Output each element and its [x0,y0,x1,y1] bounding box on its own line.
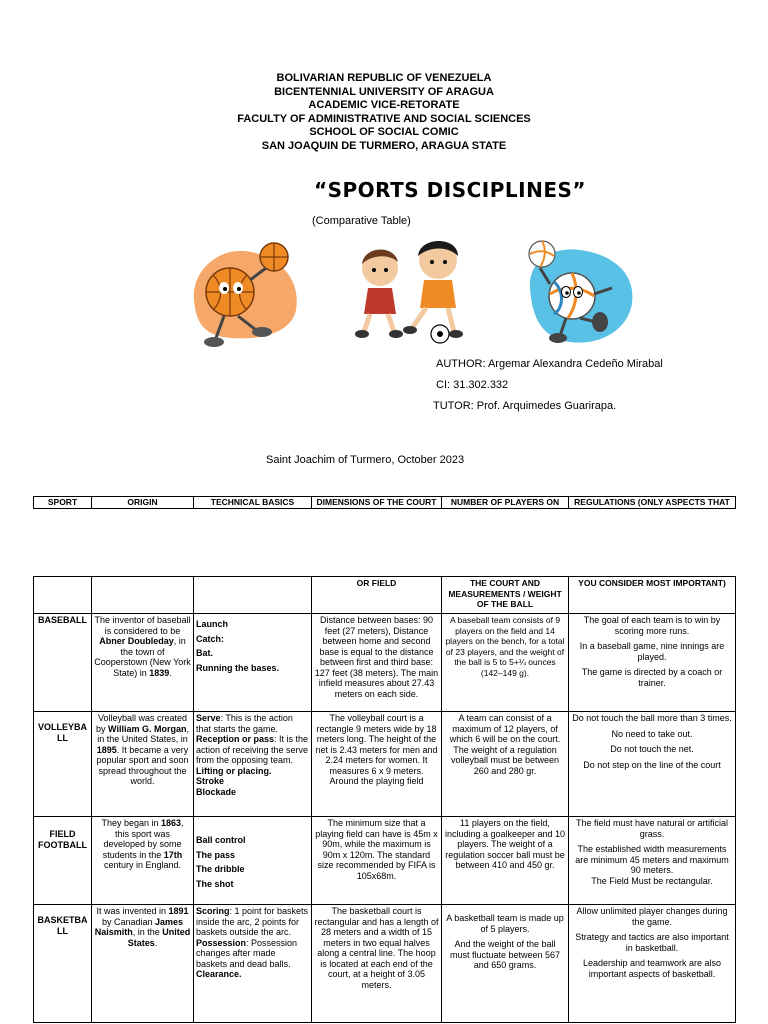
table-row [34,614,736,712]
players-cell: A team can consist of a maximum of 12 players, of which 6 will be on the court. The weight of a regulation volleyball must be between 260 and 280 gr. [442,712,569,817]
origin-cell: They began in 1863, this sport was developed by some students in the 17th century in England. [92,817,194,905]
header-line: ACADEMIC VICE-RETORATE [308,99,460,112]
technical-cell: Scoring: 1 point for baskets inside the arc, 2 points for baskets outside the arc. Possession: Possession changes after made baskets and dead balls. Clearance. [194,905,312,1023]
header-dimensions-cont: OR FIELD [312,577,442,614]
header-players-cont: THE COURT AND MEASUREMENTS / WEIGHT OF THE BALL [442,577,569,614]
header-origin: ORIGIN [92,497,194,509]
basketball-illustration [186,240,306,352]
table-row [34,817,736,905]
technical-cell: Ball control The pass The dribble The shot [194,817,312,905]
dimensions-cell: The basketball court is rectangular and has a length of 28 meters and a width of 15 meters in two equal halves along a central line. The hoop is located at each end of the court, at a height of 3.05 meters. [312,905,442,1023]
tutor-line: TUTOR: Prof. Arquimedes Guarirapa. [433,400,617,412]
regulations-cell: Do not touch the ball more than 3 times. No need to take out. Do not touch the net. Do not step on the line of the court [569,712,736,817]
comparative-table-header [33,496,736,509]
regulations-cell: Allow unlimited player changes during the game. Strategy and tactics are also important in basketball. Leadership and teamwork are also important aspects of basketball. [569,905,736,1023]
header-line: SAN JOAQUIN DE TURMERO, ARAGUA STATE [261,139,507,152]
regulations-cell: The goal of each team is to win by scoring more runs. In a baseball game, nine innings are played. The game is directed by a coach or trainer. [569,614,736,712]
comparative-table [33,576,736,1023]
table-row [34,905,736,1023]
document-title: “SPORTS DISCIPLINES” [313,178,587,202]
place-date: Saint Joachim of Turmero, October 2023 [266,454,465,466]
sport-name: VOLLEYBALL [34,712,92,817]
header-line: FACULTY OF ADMINISTRATIVE AND SOCIAL SCIENCES [237,112,531,125]
document-subtitle: (Comparative Table) [312,215,411,227]
header-sport: SPORT [34,497,92,509]
header-line: BICENTENNIAL UNIVERSITY OF ARAGUA [274,85,494,98]
kids-soccer-illustration [350,236,470,348]
origin-cell: Volleyball was created by William G. Morgan, in the United States, in 1895. It became a very popular sport and soon spread throughout the world. [92,712,194,817]
header-technical: TECHNICAL BASICS [194,497,312,509]
sport-name: BASKETBALL [34,905,92,1023]
institution-header [0,72,768,154]
technical-cell: Launch Catch: Bat. Running the bases. [194,614,312,712]
header-players: NUMBER OF PLAYERS ON [442,497,569,509]
regulations-cell: The field must have natural or artificial grass. The established width measurements are minimum 45 meters and maximum 90 meters. The Field Must be rectangular. [569,817,736,905]
dimensions-cell: The minimum size that a playing field can have is 45m x 90m, while the maximum is 90m x 120m. The standard size recommended by FIFA is 105x68m. [312,817,442,905]
header-line: SCHOOL OF SOCIAL COMIC [309,126,459,139]
origin-cell: It was invented in 1891 by Canadian James Naismith, in the United States. [92,905,194,1023]
technical-cell: Serve: This is the action that starts the game. Reception or pass: It is the action of receiving the serve from the opposing team. Lifting or placing. Stroke Blockade [194,712,312,817]
header-regulations: REGULATIONS (ONLY ASPECTS THAT [569,497,736,509]
players-cell: 11 players on the field, including a goalkeeper and 10 players. The weight of a regulation soccer ball must be between 410 and 450 gr. [442,817,569,905]
origin-cell: The inventor of baseball is considered to be Abner Doubleday, in the town of Cooperstown (New York State) in 1839. [92,614,194,712]
players-cell: A baseball team consists of 9 players on the field and 14 players on the bench, for a total of 23 players, and the weight of the ball is 5 to 5+¼ ounces (142–149 g). [442,614,569,712]
sport-name: BASEBALL [34,614,92,712]
table-header-row [34,497,736,509]
dimensions-cell: Distance between bases: 90 feet (27 meters), Distance between home and second base is equal to the distance between first and third base: 127 feet (38 meters). The main infield measures about 27.43 meters on each side. [312,614,442,712]
author-line: AUTHOR: Argemar Alexandra Cedeño Mirabal [436,358,663,370]
ci-line: CI: 31.302.332 [436,379,509,391]
sport-name: FIELD FOOTBALL [34,817,92,905]
dimensions-cell: The volleyball court is a rectangle 9 meters wide by 18 meters long. The height of the net is 2.43 meters for men and 2.24 meters for women. It measures 6 x 9 meters. Around the playing field [312,712,442,817]
header-regulations-cont: YOU CONSIDER MOST IMPORTANT) [569,577,736,614]
header-dimensions: DIMENSIONS OF THE COURT [312,497,442,509]
table-row [34,712,736,817]
table-header-row-cont [34,577,736,614]
players-cell: A basketball team is made up of 5 players. And the weight of the ball must fluctuate between 567 and 650 grams. [442,905,569,1023]
header-line: BOLIVARIAN REPUBLIC OF VENEZUELA [276,72,492,84]
volleyball-illustration [520,238,640,350]
